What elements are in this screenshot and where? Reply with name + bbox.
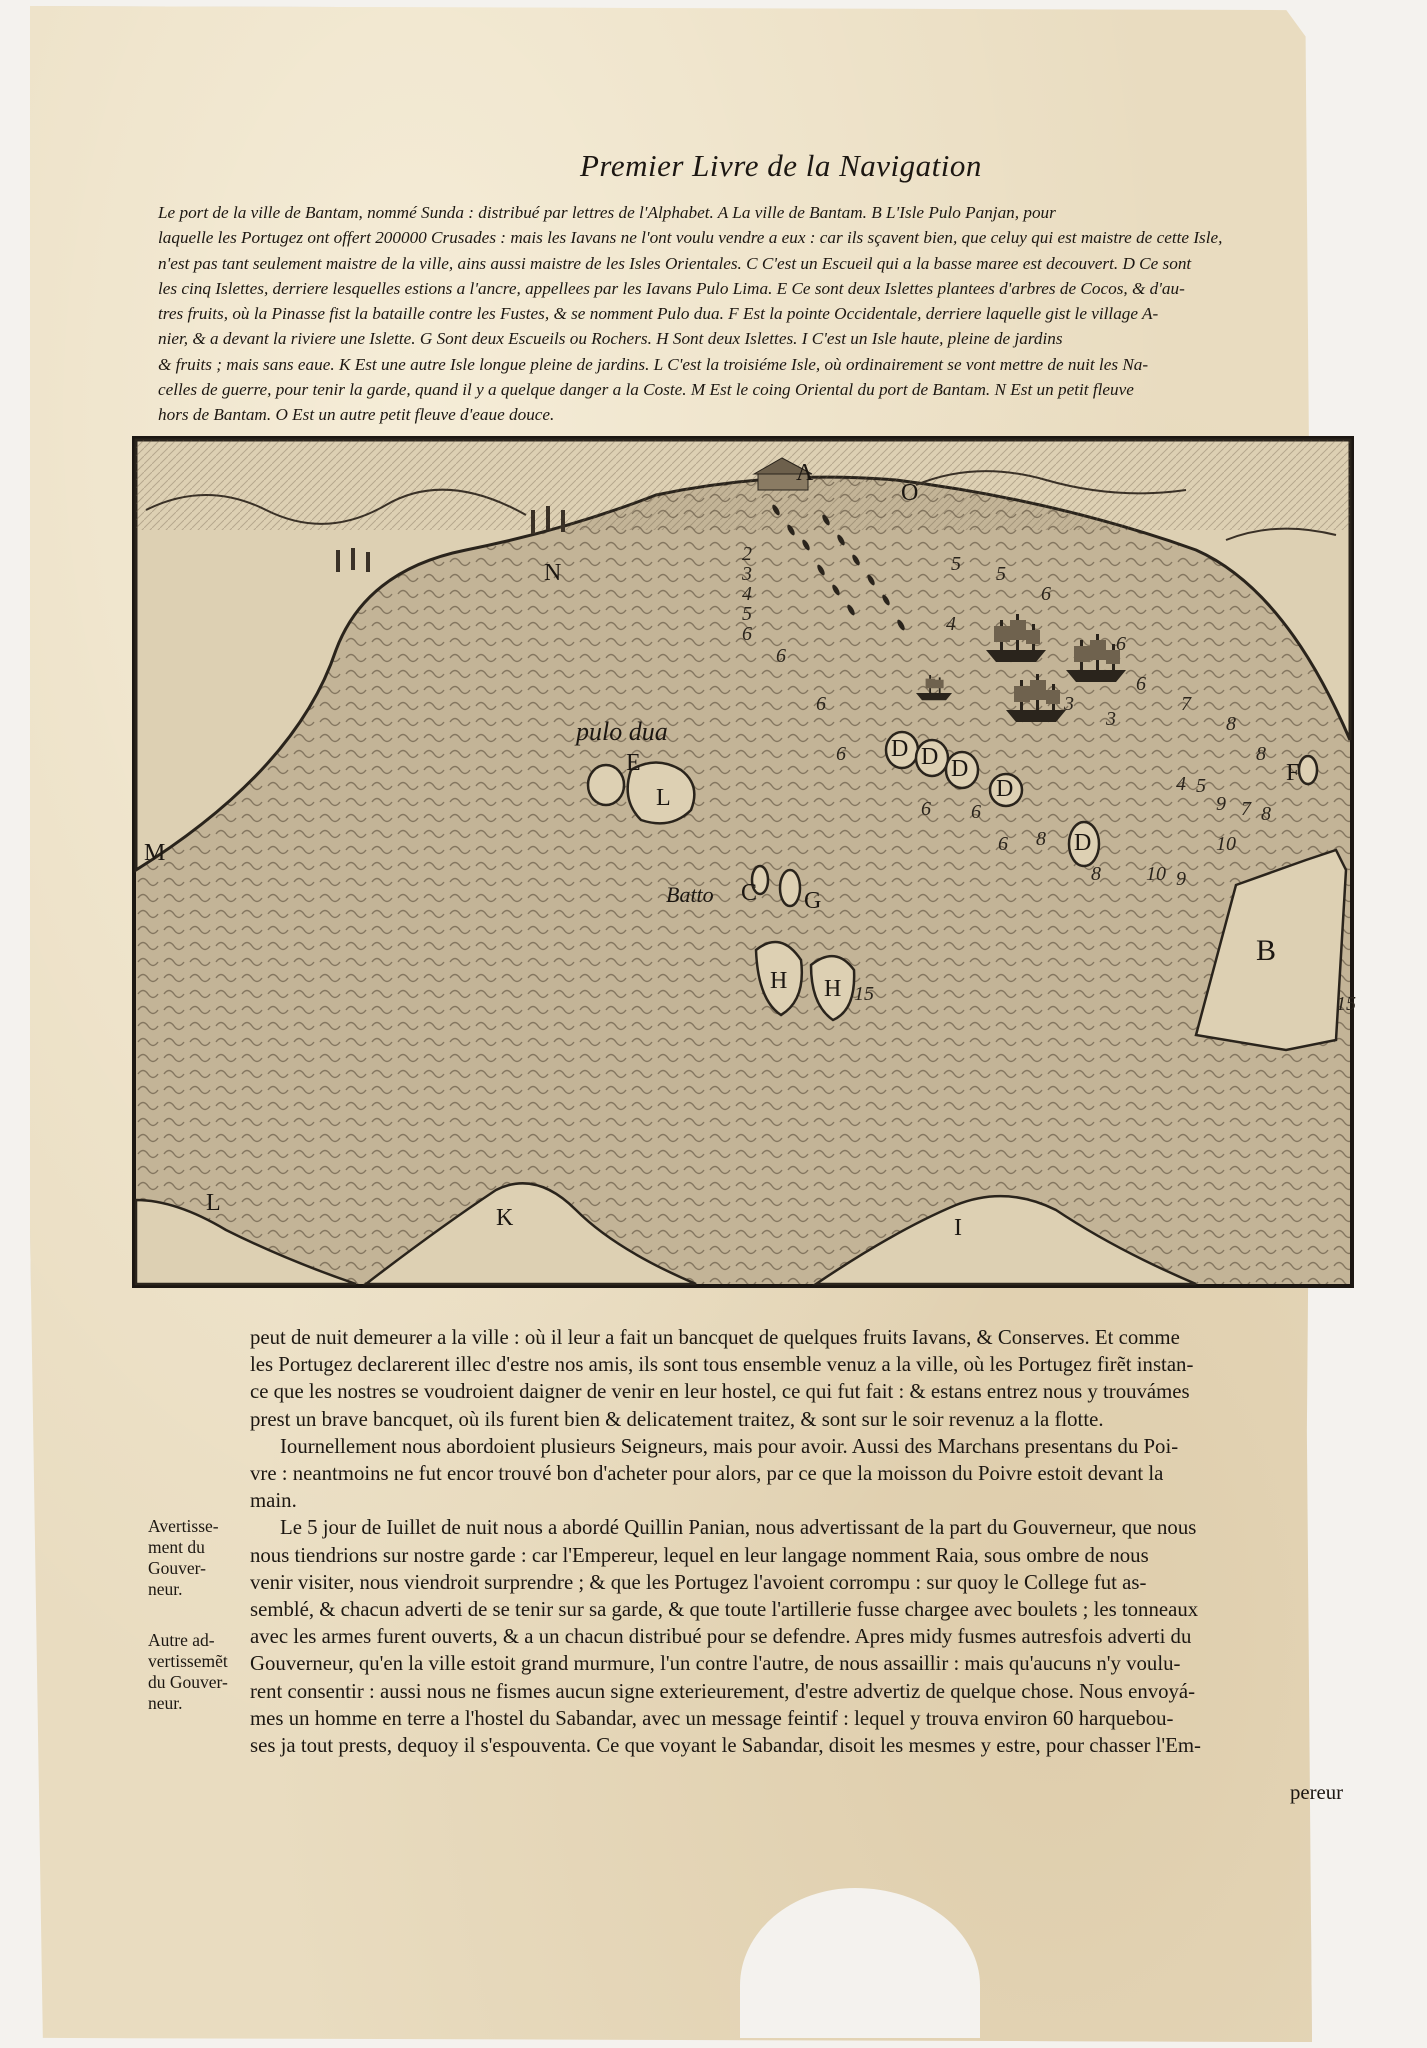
map-label-c: C (741, 880, 758, 906)
island-pulo-dua-1 (588, 765, 624, 805)
map-label-o: O (901, 480, 919, 506)
legend-line: & fruits ; mais sans eaue. K Est une autre Isle longue pleine de jardins. L C'est la troisiéme Isle, où ordinairement se vont mettre de nuit les Na- (158, 354, 1149, 374)
depth-sounding: 3 (1106, 708, 1116, 730)
margin-note-line: vertissemẽt (148, 1651, 228, 1671)
depth-sounding: 9 (1176, 868, 1186, 890)
legend-line: Le port de la ville de Bantam, nommé Sunda : distribué par lettres de l'Alphabet. A La ville de Bantam. B L'Isle Pulo Panjan, pour (158, 203, 1056, 222)
depth-sounding: 7 (1181, 693, 1191, 715)
harbour-map-engraving (136, 440, 1356, 1284)
depth-sounding: 7 (1241, 798, 1251, 820)
harbour-map (132, 436, 1354, 1288)
depth-sounding: 6 (836, 743, 846, 765)
body-line: main. (250, 1489, 297, 1513)
depth-sounding: 15 (854, 983, 874, 1005)
body-line: peut de nuit demeurer a la ville : où il leur a fait un bancquet de quelques fruits Iavans, & Conserves. Et comme (250, 1326, 1180, 1349)
depth-sounding: 6 (921, 798, 931, 820)
margin-note-line: du Gouver- (148, 1672, 228, 1692)
body-line: Gouverneur, qu'en la ville estoit grand murmure, l'un contre l'autre, de nous assaillir : mais qu'aucuns n'y voulu- (250, 1652, 1181, 1676)
depth-sounding: 3 (1064, 693, 1074, 715)
body-line: nous tiendrions sur nostre garde : car l'Empereur, lequel en leur langage nomment Raia, sous ombre de nous (250, 1543, 1149, 1567)
map-label-b: B (1256, 934, 1277, 967)
map-label-n: N (544, 560, 562, 586)
depth-sounding: 6 (742, 623, 752, 645)
legend-line: n'est pas tant seulement maistre de la ville, ains aussi maistre de les Isles Orientales. C C'est un Escueil qui a la basse maree est decouvert. D Ce sont (158, 253, 1192, 273)
depth-sounding: 6 (998, 833, 1008, 855)
map-label-a: A (796, 460, 814, 486)
body-text (250, 1324, 1358, 1759)
margin-note-line: ment du (148, 1537, 205, 1557)
depth-sounding: 5 (742, 603, 752, 625)
depth-sounding: 4 (946, 613, 956, 635)
depth-sounding: 3 (742, 563, 752, 585)
depth-sounding: 6 (971, 801, 981, 823)
depth-sounding: 8 (1036, 828, 1046, 850)
legend-line: laquelle les Portugez ont offert 200000 Crusades : mais les Iavans ne l'ont voulu vendre a eux : car ils sçavent bien, que celuy qui est maistre de cette Isle, (158, 228, 1223, 248)
catchword: pereur (1290, 1781, 1344, 1804)
depth-sounding: 6 (1116, 633, 1126, 655)
body-line: avec les armes furent ouverts, & a un chacun distribué pour se defendre. Apres midy fusmes autresfois adverti du (250, 1625, 1192, 1649)
depth-sounding: 6 (1041, 583, 1051, 605)
depth-sounding: 15 (1336, 993, 1356, 1015)
map-label-m: M (144, 840, 166, 866)
depth-sounding: 6 (776, 645, 786, 667)
depth-sounding: 8 (1226, 713, 1236, 735)
map-label-l: L (206, 1190, 221, 1216)
map-label-pulo-dua: pulo dua (576, 717, 668, 746)
body-line: mes un homme en terre a l'hostel du Sabandar, avec un message feintif : lequel y trouva environ 60 harquebou- (250, 1706, 1174, 1730)
map-legend (158, 200, 1358, 428)
margin-note-line: Autre ad- (148, 1630, 215, 1650)
body-line: semblé, & chacun adverti de se tenir sur sa garde, & que toute l'artillerie fusse chargee avec boulets ; les tonneaux (250, 1598, 1199, 1622)
map-label-d: D (891, 736, 909, 762)
body-line: ce que les nostres se voudroient daigner de venir en leur hostel, ce qui fut fait : & estans entrez nous y trouvámes (250, 1380, 1190, 1404)
legend-line: celles de guerre, pour tenir la garde, quand il y a quelque danger a la Coste. M Est le coing Oriental du port de Bantam. N Est un petit fleuve (158, 380, 1134, 400)
map-label-h: H (770, 968, 788, 994)
map-label-i: I (954, 1215, 962, 1241)
body-line: venir visiter, nous viendroit surprendre ; & que les Portugez l'avoient corrompu : sur quoy le College fut as- (250, 1570, 1147, 1594)
map-label-l: L (656, 785, 671, 811)
margin-note-2 (148, 1630, 258, 1714)
body-line: ses ja tout prests, dequoy il s'espouventa. Ce que voyant le Sabandar, disoit les mesmes y estre, pour chasser l'Em- (250, 1734, 1201, 1758)
map-label-k: K (496, 1205, 514, 1231)
legend-line: tres fruits, où la Pinasse fist la bataille contre les Fustes, & se nomment Pulo dua. F Est la pointe Occidentale, derriere laquelle gist le village A- (158, 304, 1159, 324)
map-label-d: D (921, 744, 939, 770)
rock-g (780, 870, 800, 906)
margin-note-line: neur. (148, 1693, 183, 1713)
map-label-batto: Batto (666, 882, 714, 907)
depth-sounding: 6 (1136, 673, 1146, 695)
map-label-d: D (1074, 830, 1092, 856)
depth-sounding: 2 (742, 543, 752, 565)
map-label-g: G (804, 888, 822, 914)
legend-line: hors de Bantam. O Est un autre petit fleuve d'eaue douce. (158, 405, 555, 425)
depth-sounding: 4 (1176, 773, 1186, 795)
margin-note-line: Gouver- (148, 1558, 206, 1578)
map-label-d: D (951, 756, 969, 782)
depth-sounding: 10 (1216, 833, 1236, 855)
depth-sounding: 4 (742, 583, 752, 605)
map-label-e: E (626, 750, 641, 776)
map-label-f: F (1286, 760, 1300, 786)
depth-sounding: 6 (816, 693, 826, 715)
depth-sounding: 5 (951, 553, 961, 575)
depth-sounding: 9 (1216, 793, 1226, 815)
body-line: Le 5 jour de Iuillet de nuit nous a abordé Quillin Panian, nous advertissant de la part du Gouverneur, que nous (280, 1516, 1197, 1540)
margin-note-line: neur. (148, 1579, 183, 1599)
margin-note-1 (148, 1516, 258, 1600)
legend-line: les cinq Islettes, derriere lesquelles estions a l'ancre, appellees par les Iavans Pulo Lima. E Ce sont deux Islettes plantees d'arbres de Cocos, & d'au- (158, 278, 1185, 298)
depth-sounding: 5 (996, 563, 1006, 585)
depth-sounding: 10 (1146, 863, 1166, 885)
body-line: Iournellement nous abordoient plusieurs Seigneurs, mais pour avoir. Aussi des Marchans presentans du Poi- (280, 1434, 1179, 1458)
depth-sounding: 8 (1261, 803, 1271, 825)
body-line: rent consentir : aussi nous ne fismes aucun signe exterieurement, d'estre advertiz de quelque chose. Nous envoyá- (250, 1679, 1196, 1703)
depth-sounding: 8 (1256, 743, 1266, 765)
legend-line: nier, & a devant la riviere une Islette. G Sont deux Escueils ou Rochers. H Sont deux Islettes. I C'est un Isle haute, pleine de jardins (158, 329, 1063, 349)
body-line: les Portugez declarerent illec d'estre nos amis, ils sont tous ensemble venuz a la ville, où les Portugez firẽt instan- (250, 1353, 1194, 1377)
body-line: vre : neantmoins ne fut encor trouvé bon d'acheter pour alors, par ce que la moisson du Poivre estoit devant la (250, 1462, 1164, 1486)
body-line: prest un brave bancquet, où ils furent bien & delicatement traitez, & sont sur le soir revenuz a la flotte. (250, 1407, 1104, 1431)
map-label-h: H (824, 976, 842, 1002)
margin-note-line: Avertisse- (148, 1516, 219, 1536)
depth-sounding: 5 (1196, 775, 1206, 797)
depth-sounding: 8 (1091, 863, 1101, 885)
islet-f (1299, 756, 1317, 784)
map-label-d: D (996, 776, 1014, 802)
page-title: Premier Livre de la Navigation (580, 148, 982, 183)
